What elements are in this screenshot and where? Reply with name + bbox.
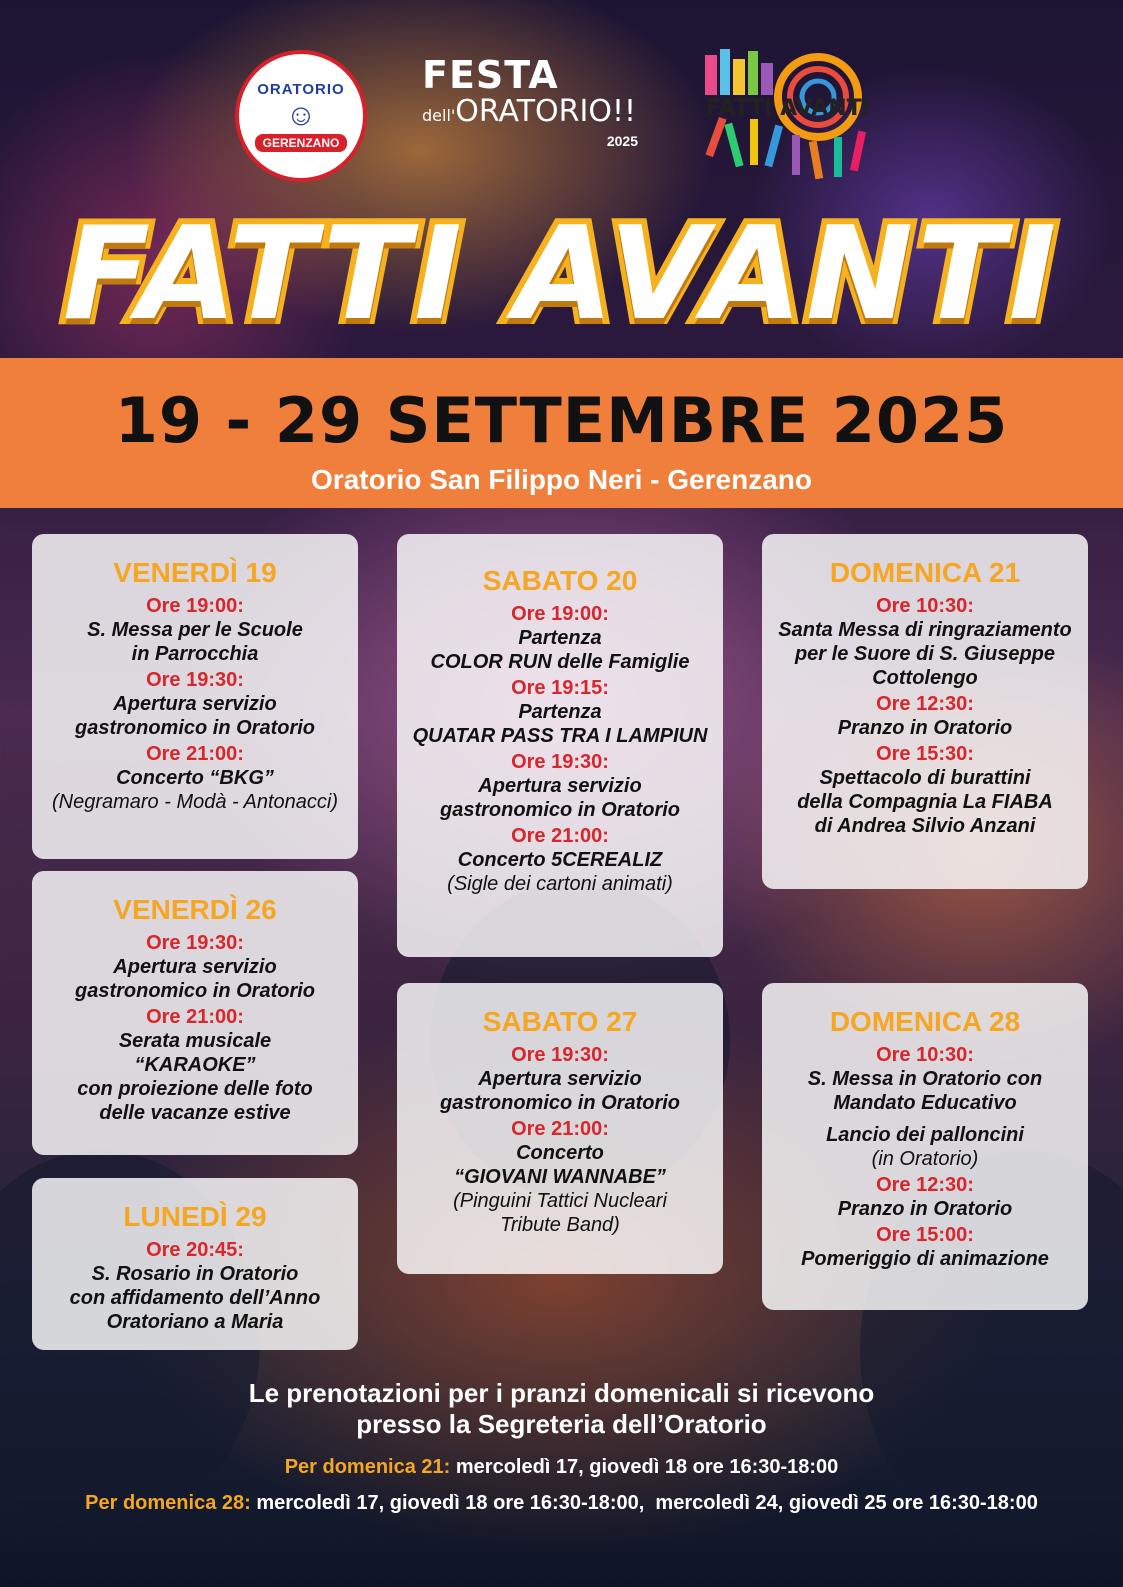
festa-logo-word: ORATORIO!! [455,94,637,129]
event-time: Ore 19:30: [511,1044,609,1066]
card-domenica-21 [762,534,1088,889]
booking-hours: mercoledì 17, giovedì 18 ore 16:30-18:00, mercoledì 24, giovedì 25 ore 16:30-18:00 [256,1492,1038,1514]
booking-line-domenica-28 [0,1490,1123,1516]
spacer [776,1115,1074,1123]
event-text: delle vacanze estive [99,1102,291,1124]
card-day: VENERDÌ 26 [113,894,277,925]
card-sabato-27 [397,983,723,1274]
event-text: gastronomico in Oratorio [74,980,316,1002]
main-title: FATTI AVANTI [62,200,1061,349]
event-text: Pranzo in Oratorio [837,1198,1013,1220]
event-time: Ore 10:30: [876,1044,974,1066]
event-text: Concerto [516,1142,604,1164]
card-day: DOMENICA 28 [829,1006,1021,1037]
event-time: Ore 19:30: [146,932,244,954]
event-text: “KARAOKE” [134,1054,256,1076]
event-text: Lancio dei palloncini [826,1124,1024,1146]
event-text: Apertura servizio [113,956,277,978]
event-time: Ore 21:00: [146,743,244,765]
event-text: QUATAR PASS TRA I LAMPIUN [412,725,708,747]
event-text: Pranzo in Oratorio [837,717,1013,739]
event-time: Ore 12:30: [876,693,974,715]
event-text: S. Messa per le Scuole [87,619,303,641]
event-text: gastronomico in Oratorio [439,799,681,821]
event-text: Tribute Band) [500,1214,620,1236]
event-time: Ore 19:30: [511,751,609,773]
card-day: SABATO 20 [482,565,638,596]
oratorio-logo-bottom-text: GERENZANO [255,134,348,152]
card-day: LUNEDÌ 29 [123,1201,267,1232]
event-time: Ore 19:15: [511,677,609,699]
booking-label: Per domenica 28: [85,1492,251,1514]
event-time: Ore 12:30: [876,1174,974,1196]
event-text: “GIOVANI WANNABE” [454,1166,666,1188]
event-text: Concerto “BKG” [116,767,274,789]
booking-note-line1: Le prenotazioni per i pranzi domenicali si ricevono [248,1378,875,1408]
event-text: (Pinguini Tattici Nucleari [453,1190,667,1212]
event-time: Ore 15:30: [876,743,974,765]
booking-hours: mercoledì 17, giovedì 18 ore 16:30-18:00 [455,1456,839,1478]
event-text: Mandato Educativo [833,1092,1017,1114]
oratorio-gerenzano-logo [235,50,367,182]
festa-logo-line2 [422,95,652,133]
event-time: Ore 21:00: [146,1006,244,1028]
event-text: Spettacolo di burattini [819,767,1031,789]
card-day: VENERDÌ 19 [113,557,277,588]
event-time: Ore 15:00: [876,1224,974,1246]
event-time: Ore 19:00: [511,603,609,625]
fatti-avanti-logo-graphic [700,45,875,185]
date-band [0,358,1123,508]
event-text: Partenza [518,701,602,723]
event-text: gastronomico in Oratorio [74,717,316,739]
event-dates: 19 - 29 SETTEMBRE 2025 [114,384,1009,457]
event-time: Ore 21:00: [511,825,609,847]
event-text: Serata musicale [118,1030,272,1052]
event-text: con affidamento dell’Anno [69,1287,321,1309]
event-time: Ore 19:00: [146,595,244,617]
booking-note-line2: presso la Segreteria dell’Oratorio [356,1409,767,1439]
event-text: Apertura servizio [478,1068,642,1090]
event-text: Apertura servizio [478,775,642,797]
festa-logo-prefix: dell' [422,106,456,125]
event-text: gastronomico in Oratorio [439,1092,681,1114]
card-day: DOMENICA 21 [829,557,1021,588]
event-time: Ore 20:45: [146,1239,244,1261]
festa-logo-line1: FESTA [422,53,559,97]
event-text: (Negramaro - Modà - Antonacci) [51,791,339,813]
card-lunedi-29 [32,1178,358,1350]
event-text: COLOR RUN delle Famiglie [430,651,690,673]
event-text: Cottolengo [872,667,978,689]
event-text: Apertura servizio [113,693,277,715]
card-domenica-28 [762,983,1088,1310]
oratorio-logo-top-text: ORATORIO [257,80,345,98]
card-sabato-20 [397,534,723,957]
event-time: Ore 21:00: [511,1118,609,1140]
event-text: Santa Messa di ringraziamento [778,619,1072,641]
event-time: Ore 19:30: [146,669,244,691]
event-text: Partenza [518,627,602,649]
fatti-logo-text: FATTI AVANTI [706,96,870,121]
event-text: di Andrea Silvio Anzani [814,815,1036,837]
festa-logo-year: 2025 [606,133,638,149]
fatti-avanti-logo [700,45,875,185]
card-venerdi-19 [32,534,358,859]
event-text: per le Suore di S. Giuseppe [794,643,1056,665]
event-text: S. Rosario in Oratorio [91,1263,299,1285]
event-text: con proiezione delle foto [77,1078,313,1100]
event-text: Concerto 5CEREALIZ [457,849,663,871]
event-text: Oratoriano a Maria [106,1311,284,1333]
event-text: Pomeriggio di animazione [801,1248,1049,1270]
event-venue: Oratorio San Filippo Neri - Gerenzano [311,464,812,495]
booking-label: Per domenica 21: [284,1456,451,1478]
card-venerdi-26 [32,871,358,1155]
header-logos [0,0,1123,200]
event-time: Ore 10:30: [876,595,974,617]
booking-line-domenica-21 [0,1454,1123,1480]
event-text: S. Messa in Oratorio con [807,1068,1043,1090]
festa-oratorio-logo [422,55,652,165]
card-day: SABATO 27 [482,1006,638,1037]
event-text: (Sigle dei cartoni animati) [447,873,673,895]
event-text: della Compagnia La FIABA [797,791,1053,813]
event-text: (in Oratorio) [871,1148,979,1170]
mascot-face-icon: ☺ [285,98,317,132]
event-text: in Parrocchia [131,643,259,665]
footer-booking-info [0,1378,1123,1516]
